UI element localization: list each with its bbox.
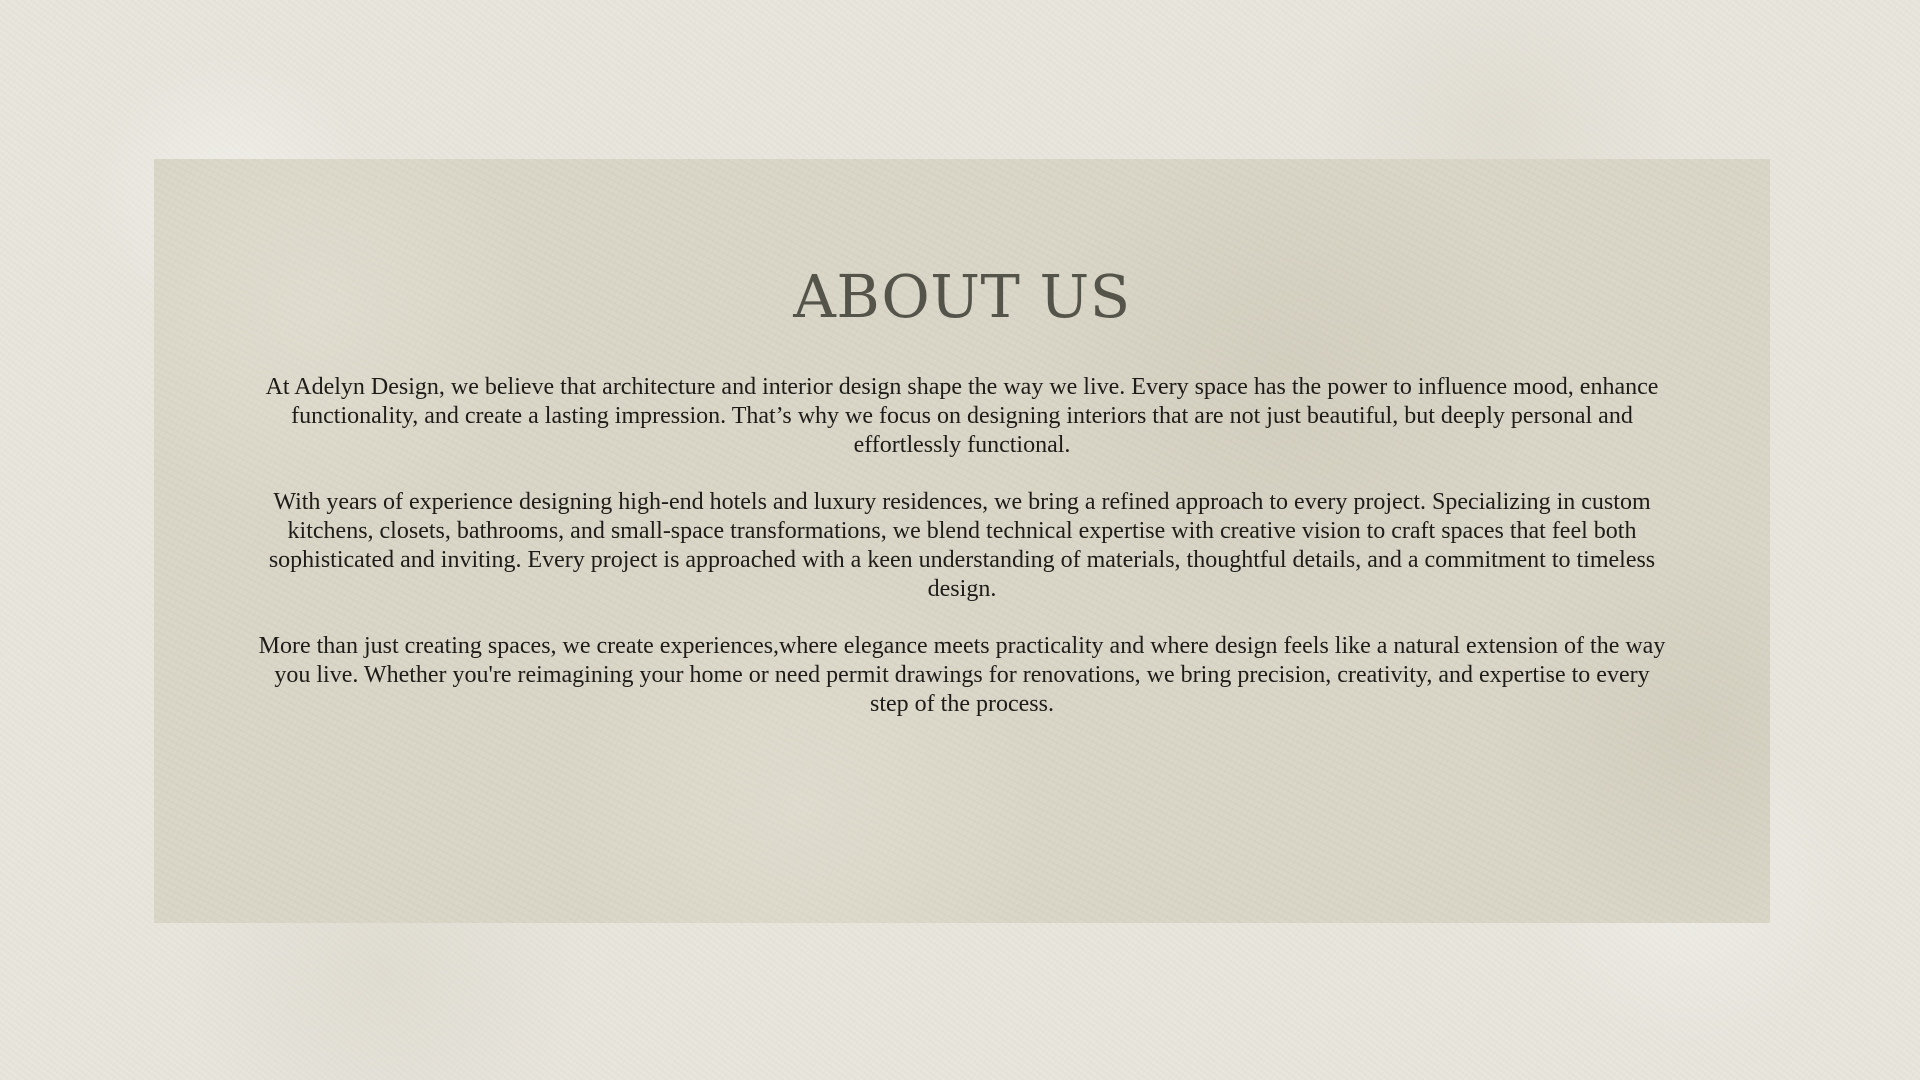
- about-paragraph-experiences: More than just creating spaces, we create experiences,where elegance meets practicality and where design feels like a natural extension of the way you live. Whether you're reimagining your home or need permit drawings for renovations, we bring precision, creativity, and expertise to every step of the process.: [258, 633, 1666, 717]
- about-paragraph-intro: At Adelyn Design, we believe that architecture and interior design shape the way we live. Every space has the power to influence mood, enhance functionality, and create a lasting impression. That’s why we focus on designing interiors that are not just beautiful, but deeply personal and effortlessly functional.: [265, 374, 1659, 458]
- about-paragraph-experience: With years of experience designing high-end hotels and luxury residences, we bring a refined approach to every project. Specializing in custom kitchens, closets, bathrooms, and small-space transformations, we blend technical expertise with creative vision to craft spaces that feel both sophisticated and inviting. Every project is approached with a keen understanding of materials, thoughtful details, and a commitment to timeless design.: [268, 489, 1656, 602]
- about-title: ABOUT US: [793, 262, 1131, 331]
- about-body: [254, 373, 1670, 719]
- about-panel: [154, 159, 1770, 923]
